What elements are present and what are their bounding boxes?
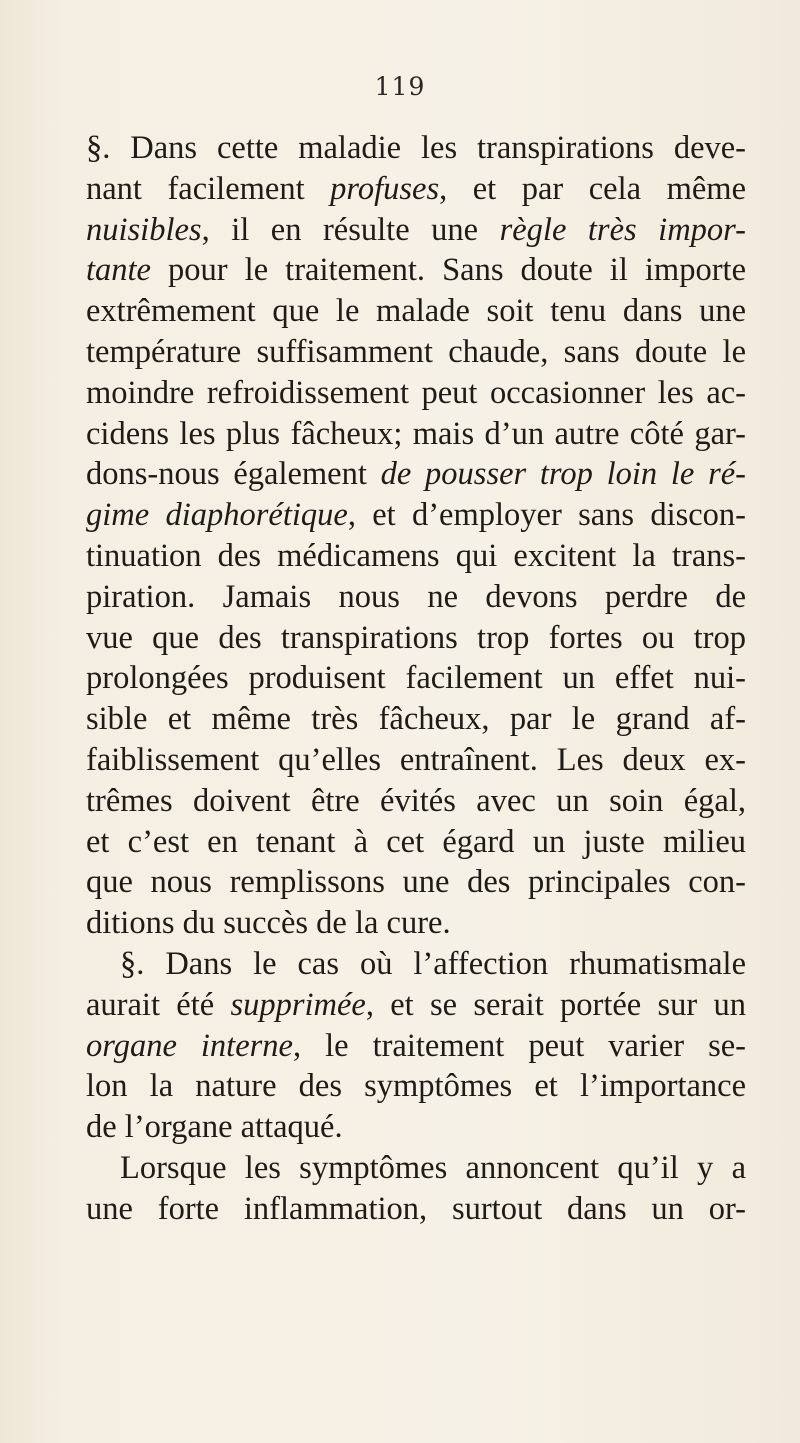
italic-text: de pousser trop loin le ré- xyxy=(380,456,746,493)
text-run: moindre refroidissement peut occasionner les ac- xyxy=(86,374,746,411)
italic-text: organe interne xyxy=(86,1027,293,1064)
text-line xyxy=(86,454,746,495)
text-line xyxy=(86,373,746,414)
text-line xyxy=(86,658,746,699)
text-line xyxy=(86,291,746,332)
text-line xyxy=(86,822,746,863)
text-run: nant facilement xyxy=(86,170,331,207)
text-run: faiblissement qu’elles entraînent. Les deux ex- xyxy=(86,741,746,778)
italic-text: profuses xyxy=(330,170,440,207)
text-line xyxy=(86,618,746,659)
italic-text: gime diaphorétique xyxy=(86,497,348,534)
text-line xyxy=(86,577,746,618)
italic-text: règle très impor- xyxy=(499,211,746,248)
text-line xyxy=(86,903,746,944)
text-run: , et d’employer sans discon- xyxy=(347,497,747,534)
text-line xyxy=(86,1148,746,1189)
text-run: , et par cela même xyxy=(439,170,746,207)
text-line xyxy=(86,1026,746,1067)
text-run: cidens les plus fâcheux; mais d’un autre côté gar- xyxy=(86,415,746,452)
text-run: prolongées produisent facilement un effet nui- xyxy=(86,660,746,697)
text-line xyxy=(86,862,746,903)
body-text xyxy=(86,128,746,1230)
text-run: tinuation des médicamens qui excitent la trans- xyxy=(86,537,746,574)
italic-text: nuisibles xyxy=(86,211,202,248)
text-run: ditions du succès de la cure. xyxy=(86,905,451,942)
text-run: , le traitement peut varier se- xyxy=(292,1027,746,1064)
text-run: §. Dans le cas où l’affection rhumatismale xyxy=(120,945,746,982)
text-line xyxy=(86,985,746,1026)
italic-text: supprimée xyxy=(230,986,366,1023)
text-run: §. Dans cette maladie les transpirations deve- xyxy=(86,130,746,166)
text-line xyxy=(86,128,746,169)
text-run: vue que des transpirations trop fortes ou trop xyxy=(86,619,746,656)
text-run: et c’est en tenant à cet égard un juste milieu xyxy=(86,823,746,860)
text-run: piration. Jamais nous ne devons perdre de xyxy=(86,578,746,615)
text-run: dons-nous également xyxy=(86,456,381,493)
text-line xyxy=(86,1066,746,1107)
text-line xyxy=(86,1189,746,1230)
text-line xyxy=(86,495,746,536)
text-run: une forte inflammation, surtout dans un or- xyxy=(86,1190,746,1227)
italic-text: tante xyxy=(86,252,151,289)
text-run: pour le traitement. Sans doute il importe xyxy=(150,252,746,289)
text-line xyxy=(86,699,746,740)
text-run: trêmes doivent être évités avec un soin égal, xyxy=(86,782,746,819)
text-line xyxy=(86,740,746,781)
text-line xyxy=(86,169,746,210)
text-line xyxy=(86,210,746,251)
text-run: , et se serait portée sur un xyxy=(365,986,746,1023)
text-line xyxy=(86,414,746,455)
text-run: que nous remplissons une des principales con- xyxy=(86,864,746,901)
text-run: extrêmement que le malade soit tenu dans une xyxy=(86,293,746,330)
text-run: , il en résulte une xyxy=(201,211,500,248)
text-line xyxy=(86,781,746,822)
page-number: 119 xyxy=(374,72,426,101)
text-line xyxy=(86,536,746,577)
text-run: de l’organe attaqué. xyxy=(86,1109,343,1146)
text-line xyxy=(86,1107,746,1148)
text-line xyxy=(86,332,746,373)
text-run: Lorsque les symptômes annoncent qu’il y a xyxy=(120,1149,746,1186)
text-run: aurait été xyxy=(86,986,231,1023)
text-line xyxy=(86,944,746,985)
text-line xyxy=(86,250,746,291)
text-run: lon la nature des symptômes et l’importance xyxy=(86,1068,746,1105)
text-run: sible et même très fâcheux, par le grand af- xyxy=(86,701,746,738)
text-run: température suffisamment chaude, sans doute le xyxy=(86,333,746,370)
